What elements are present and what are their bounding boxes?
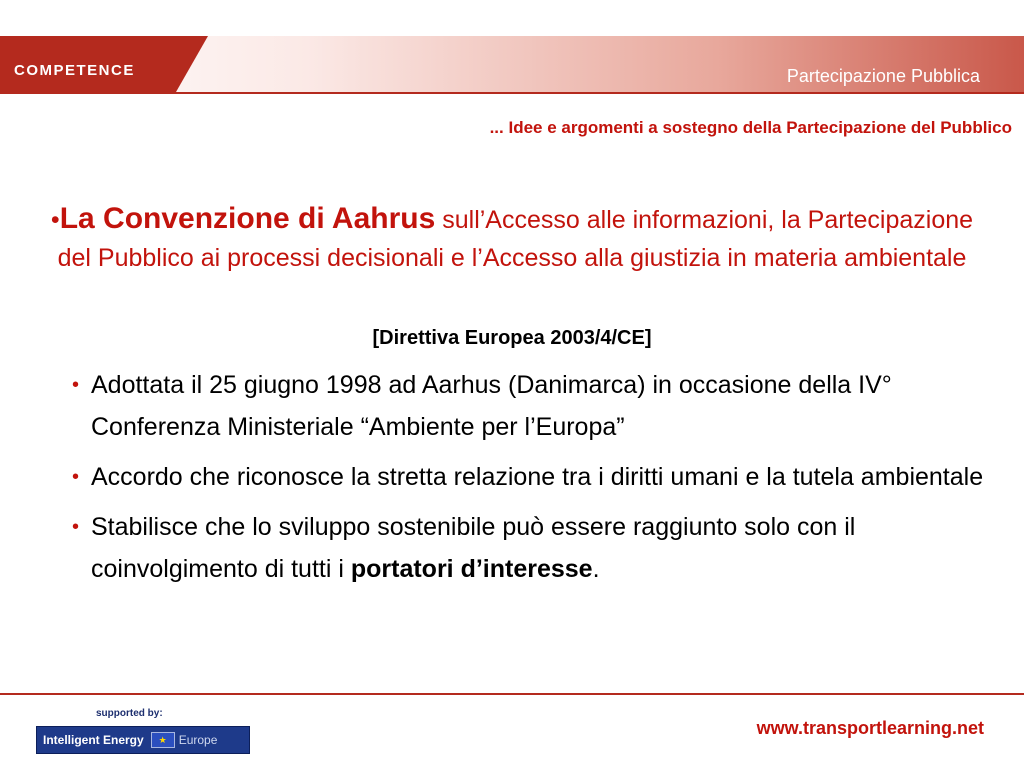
sponsor-name: Intelligent Energy	[43, 733, 144, 747]
eu-flag-icon: ★	[151, 732, 175, 748]
heading-bold: La Convenzione di Aahrus	[59, 202, 436, 235]
list-item-text: Adottata il 25 giugno 1998 ad Aarhus (Danimarca) in occasione della IV° Conferenza Ministeriale “Ambiente per l’Europa”	[91, 371, 892, 441]
bullet-list	[72, 364, 992, 598]
header-divider	[0, 92, 1024, 94]
list-item-bold: portatori d’interesse	[350, 555, 593, 583]
list-item	[72, 364, 992, 448]
website-link[interactable]: www.transportlearning.net	[756, 718, 984, 738]
directive-reference: [Direttiva Europea 2003/4/CE]	[372, 327, 652, 349]
sponsor-region: Europe	[178, 733, 218, 747]
list-item-text: Accordo che riconosce la stretta relazione tra i diritti umani e la tutela ambientale	[91, 463, 984, 491]
list-item-end: .	[592, 555, 600, 583]
bullet-icon: •	[72, 374, 80, 396]
list-item	[72, 506, 992, 590]
logo-text: COMPETENCE	[14, 62, 135, 79]
bullet-icon: •	[72, 516, 80, 538]
intelligent-energy-logo	[36, 726, 250, 754]
subtitle: ... Idee e argomenti a sostegno della Partecipazione del Pubblico	[489, 118, 1012, 137]
footer-divider	[0, 693, 1024, 695]
page-title: Partecipazione Pubblica	[786, 66, 980, 86]
heading-bullet: •	[50, 206, 60, 234]
list-item	[72, 456, 992, 498]
heading-rest: sull’Accesso alle informazioni, la Partecipazione del Pubblico ai processi decisionali e l’Accesso alla giustizia in materia ambientale	[57, 206, 974, 272]
list-item-text: Stabilisce che lo sviluppo sostenibile può essere raggiunto solo con il coinvolgimento di tutti i	[91, 513, 856, 583]
slide-heading	[40, 200, 984, 277]
bullet-icon: •	[72, 466, 80, 488]
supported-by-label: supported by:	[96, 708, 163, 719]
